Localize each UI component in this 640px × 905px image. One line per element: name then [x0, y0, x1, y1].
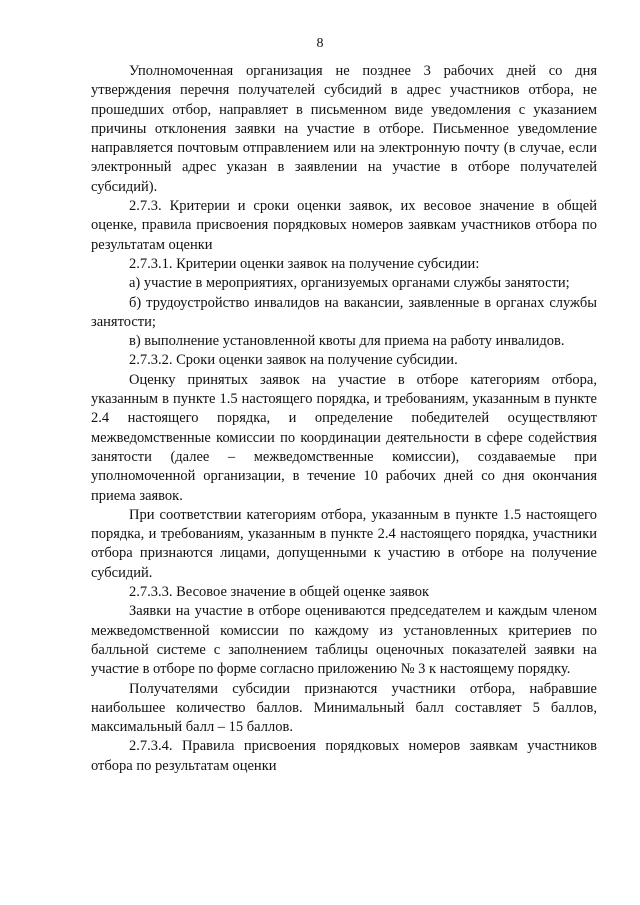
paragraph-admission: При соответствии категориям отбора, указанным в пункте 1.5 настоящего порядка, и требованиям, указанным в пункте 2.4 настоящего порядка, участники отбора признаются лицами, допущенными к участию в отборе на получение субсидий.	[91, 506, 597, 581]
paragraph-rejection-notice: Уполномоченная организация не позднее 3 рабочих дней со дня утверждения перечня получателей субсидий в адрес участников отбора, не прошедших отбор, направляет в письменном виде уведомления с указанием причины отклонения заявки на участие в отборе. Письменное уведомление направляется почтовым отправлением или на электронную почту (в случае, если электронный адрес указан в заявлении на участие в отборе получателей субсидий).	[91, 63, 597, 195]
document-body	[91, 62, 597, 776]
criterion-a: а) участие в мероприятиях, организуемых органами службы занятости;	[129, 275, 570, 292]
criterion-c: в) выполнение установленной квоты для приема на работу инвалидов.	[129, 333, 565, 350]
page-number: 8	[316, 36, 324, 51]
paragraph-evaluation-terms: Оценку принятых заявок на участие в отборе категориям отбора, указанным в пункте 1.5 настоящего порядка, и требованиям, указанным в пункте 2.4 настоящего порядка, и определение победителей осуществляют межведомственные комиссии по координации деятельности в сфере содействия занятости (далее – межведомственные комиссии), создаваемые при уполномоченной организации, в течение 10 рабочих дней со дня окончания приема заявок.	[91, 371, 597, 504]
paragraph-scoring: Заявки на участие в отборе оцениваются председателем и каждым членом межведомственной комиссии по каждому из установленных критериев по балльной системе с заполнением таблицы оценочных показателей заявки на участие в отборе по форме согласно приложению № 3 к настоящему порядку.	[91, 603, 597, 678]
paragraph-recipients: Получателями субсидии признаются участники отбора, набравшие наибольшее количество баллов. Минимальный балл составляет 5 баллов, максимальный балл – 15 баллов.	[91, 680, 597, 736]
criterion-b: б) трудоустройство инвалидов на вакансии, заявленные в органах службы занятости;	[91, 294, 597, 330]
heading-2-7-3: 2.7.3. Критерии и сроки оценки заявок, их весовое значение в общей оценке, правила присвоения порядковых номеров заявкам участников отбора по результатам оценки	[91, 198, 597, 253]
heading-2-7-3-3: 2.7.3.3. Весовое значение в общей оценке заявок	[129, 584, 430, 601]
heading-2-7-3-1: 2.7.3.1. Критерии оценки заявок на получение субсидии:	[129, 255, 480, 272]
heading-2-7-3-2: 2.7.3.2. Сроки оценки заявок на получение субсидии.	[129, 352, 458, 369]
heading-2-7-3-4: 2.7.3.4. Правила присвоения порядковых номеров заявкам участников отбора по результатам оценки	[91, 738, 597, 774]
